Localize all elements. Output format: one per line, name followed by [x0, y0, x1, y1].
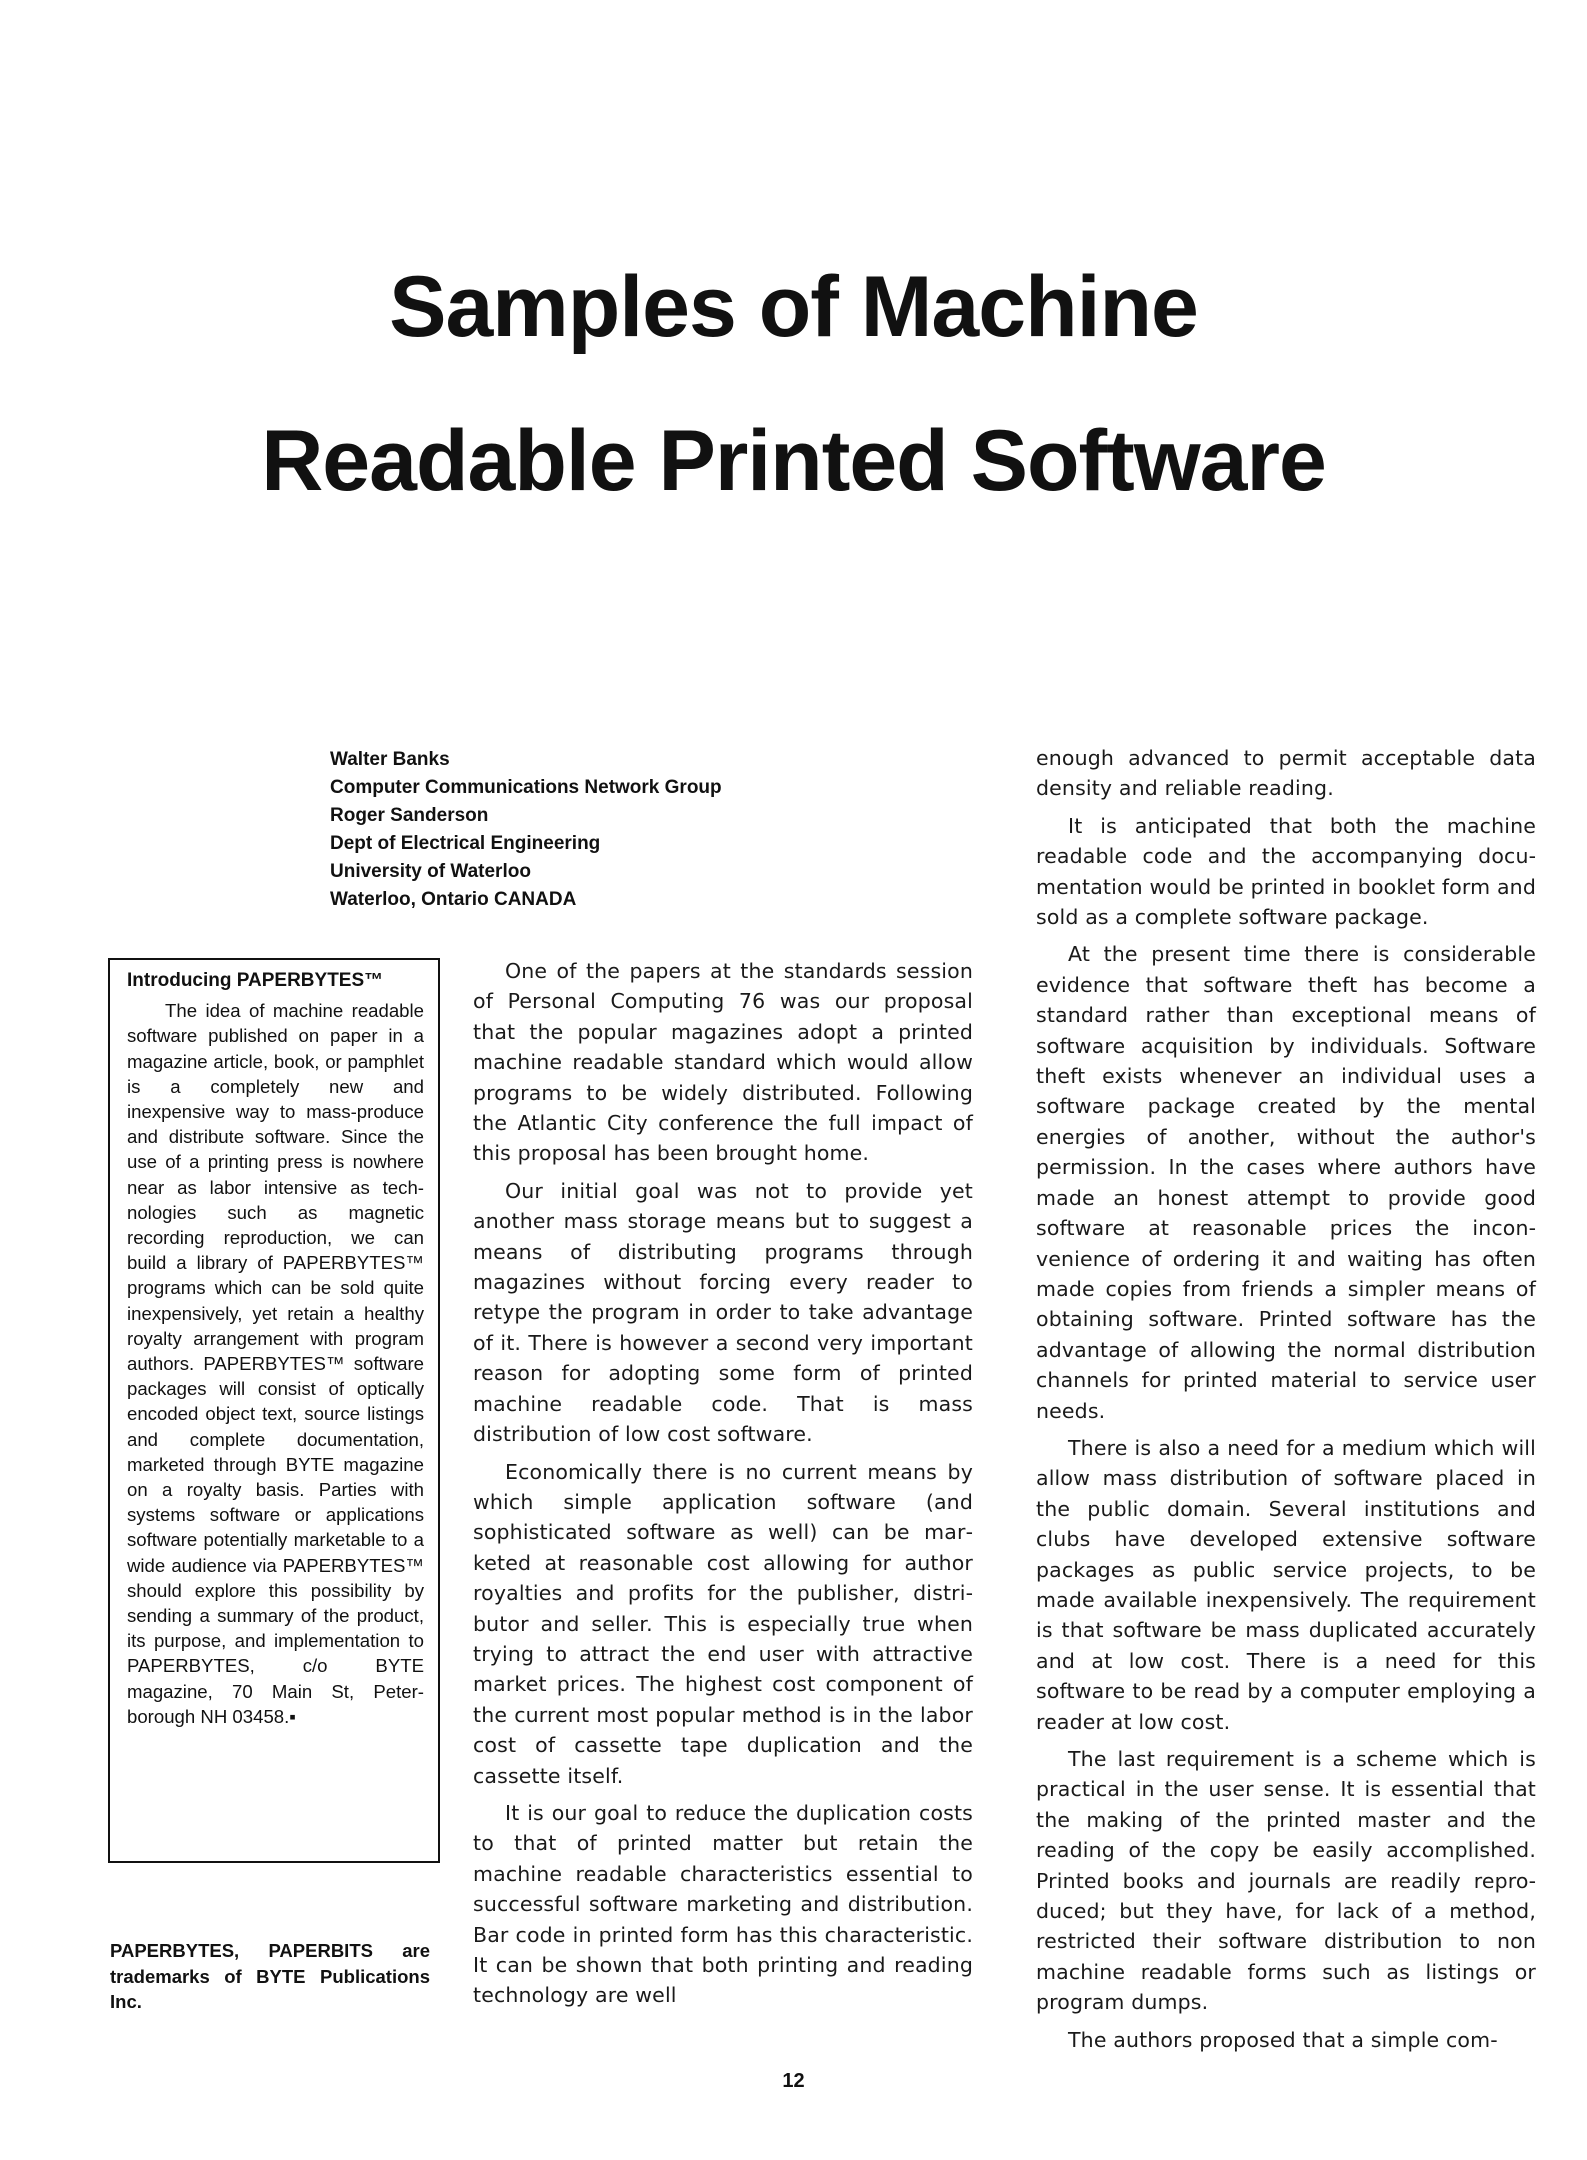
- paragraph: One of the papers at the standards session of Personal Computing 76 was our proposal that the popular magazines adopt a printed machine readable standard which would allow programs to be widely distributed. Following the Atlantic City conference the full impact of this proposal has been brought home.: [473, 959, 973, 1166]
- paragraph: Our initial goal was not to provide yet another mass storage means but to suggest a means of distributing programs through magazines without forcing every reader to retype the program in order to take advantage of it. There is however a second very important reason for adopting some form of printed machine readable code. That is mass distribution of low cost software.: [473, 1178, 973, 1447]
- sidebar-heading: Introducing PAPERBYTES™: [127, 970, 384, 991]
- author-affiliation-1: Computer Communications Network Group: [330, 777, 722, 798]
- paragraph: It is anticipated that both the machine readable code and the accompanying documentation would be printed in booklet form and sold as a complete software package.: [1036, 813, 1536, 930]
- paragraph-continued: enough advanced to permit acceptable data density and reliable reading.: [1036, 746, 1536, 801]
- article-title-line-2: Readable Printed Software: [261, 413, 1326, 509]
- author-affiliation-2: Dept of Electrical Engineering: [330, 833, 601, 854]
- paragraph: It is our goal to reduce the duplication costs to that of printed matter but retain the machine readable characteristics essential to successful software marketing and distribution. Bar code in printed form has this characteristic. It can be shown that both printing and reading technology are well: [473, 1800, 973, 2008]
- paragraph: At the present time there is considerable evidence that software theft has become a standard rather than exceptional means of software acquisition by individuals. Software theft exists whenever an individual uses a software package created by the mental energies of another, without the author's permission. In the cases where authors have made an honest attempt to provide good software at reasonable prices the inconvenience of ordering it and waiting has often made copies from friends a simpler means of obtaining software. Printed software has the advantage of allowing the normal distribution channels for printed material to service user needs.: [1036, 942, 1536, 1423]
- paragraph: Economically there is no current means by which simple application software (and sophisticated software as well) can be marketed at reasonable cost allowing for author royalties and profits for the publisher, distributor and seller. This is especially true when trying to attract the end user with attractive market prices. The highest cost component of the current most popular method is in the labor cost of cassette tape duplication and the cassette itself.: [473, 1459, 973, 1788]
- page-number: 12: [782, 2070, 805, 2092]
- author-byline: [330, 746, 930, 914]
- author-university: University of Waterloo: [330, 861, 531, 882]
- trademark-note: PAPERBYTES, PAPERBITS are trademarks of BYTE Publications Inc.: [110, 1940, 430, 2012]
- author-name-1: Walter Banks: [330, 749, 450, 770]
- middle-column: [473, 956, 973, 2018]
- sidebar-body: The idea of machine readable software published on paper in a magazine article, book, or pamphlet is a completely new and inexpensive way to mass-produce and distribute software. Since the use of a printing press is nowhere near as labor intensive as technologies such as magnetic recording reproduction, we can build a library of PAPERBYTES™ programs which can be sold quite inexpensively, yet retain a healthy royalty arrangement with program authors. PAPERBYTES™ software packages will consist of optically encoded object text, source listings and complete documentation, marketed through BYTE magazine on a royalty basis. Parties with systems software or applications software potentially marketable to a wide audience via PAPERBYTES™ should explore this possibility by sending a summary of the product, its purpose, and implementation to PAPERBYTES, c/o BYTE magazine, 70 Main St, Peterborough NH 03458.▪: [127, 1000, 424, 1727]
- paragraph: The last requirement is a scheme which is practical in the user sense. It is essential that the making of the printed master and the reading of the copy be easily accomplished. Printed books and journals are readily reproduced; but they have, for lack of a method, restricted their software distribution to non machine readable forms such as listings or program dumps.: [1036, 1747, 1536, 2015]
- paragraph: There is also a need for a medium which will allow mass distribution of software placed in the public domain. Several institutions and clubs have developed extensive software packages as public service projects, to be made available inexpensively. The requirement is that software be mass duplicated accurately and at low cost. There is a need for this software to be read by a computer employing a reader at low cost.: [1036, 1435, 1536, 1734]
- author-name-2: Roger Sanderson: [330, 805, 489, 826]
- author-location: Waterloo, Ontario CANADA: [330, 889, 577, 910]
- paperbytes-sidebar-box: [108, 958, 440, 1863]
- paragraph: The authors proposed that a simple com-: [1068, 2027, 1498, 2052]
- right-column: [1036, 743, 1536, 2062]
- article-title-line-1: Samples of Machine: [389, 259, 1198, 355]
